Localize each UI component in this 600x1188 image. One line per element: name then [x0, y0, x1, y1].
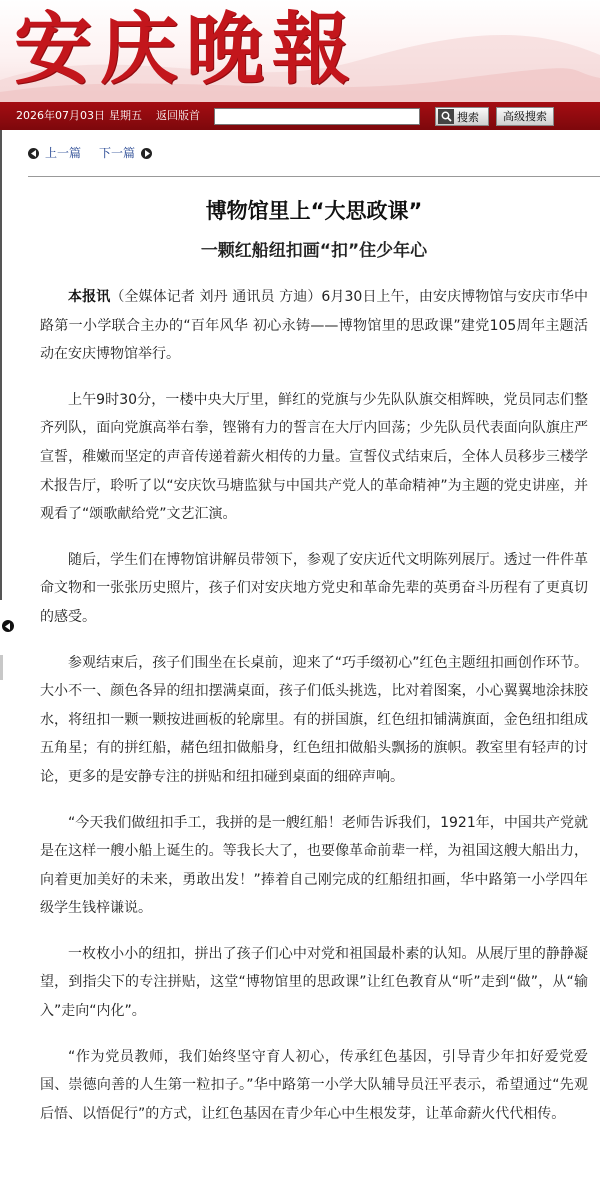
collapse-arrow-icon[interactable] — [2, 620, 14, 632]
arrow-right-circle-icon[interactable] — [141, 148, 152, 159]
article-paragraph: 上午9时30分，一楼中央大厅里，鲜红的党旗与少先队队旗交相辉映，党员同志们整齐列队，面向党旗高举右拳，铿锵有力的誓言在大厅内回荡；少先队员代表面向队旗庄严宣誓，稚嫩而坚定的声音传递着薪火相传的力量。宣誓仪式结束后，全体人员移步三楼学术报告厅，聆听了以“安庆饮马塘监狱与中国共产党人的革命精神”为主题的党史讲座，并观看了“颂歌献给党”文艺汇演。 — [40, 391, 588, 523]
back-to-front-page-link[interactable]: 返回版首 — [156, 109, 200, 122]
advanced-search-button[interactable]: 高级搜索 — [496, 107, 554, 126]
arrow-left-circle-icon[interactable] — [28, 148, 39, 159]
search-button[interactable] — [435, 107, 489, 126]
issue-date: 2026年07月03日 — [16, 109, 105, 122]
article-paragraph: 一枚枚小小的纽扣，拼出了孩子们心中对党和祖国最朴素的认知。从展厅里的静静凝望，到指尖下的专注拼贴，这堂“博物馆里的思政课”让红色教育从“听”走到“做”，从“输入”走向“内化”。 — [40, 945, 588, 1020]
magnifier-icon — [438, 109, 454, 124]
issue-weekday: 星期五 — [109, 109, 142, 122]
newspaper-logo: 安庆晚報 — [14, 4, 359, 95]
search-button-label: 搜索 — [457, 110, 479, 124]
toolbar — [0, 102, 600, 130]
article-paragraph: 随后，学生们在博物馆讲解员带领下，参观了安庆近代文明陈列展厅。透过一件件革命文物和一张张历史照片，孩子们对安庆地方党史和革命先辈的英勇奋斗历程有了更真切的感受。 — [40, 551, 588, 625]
left-frame-scroll-track — [0, 655, 3, 680]
left-frame-border — [0, 130, 2, 600]
article-paragraph: “今天我们做纽扣手工，我拼的是一艘红船！老师告诉我们，1921年，中国共产党就是在这样一艘小船上诞生的。等我长大了，也要像革命前辈一样，为祖国这艘大船出力，向着更加美好的未来，勇敢出发！”捧着自己刚完成的红船纽扣画，华中路第一小学四年级学生钱梓谦说。 — [40, 814, 588, 917]
search-input[interactable] — [214, 108, 420, 125]
next-article-link[interactable]: 下一篇 — [99, 146, 136, 160]
masthead — [0, 0, 600, 102]
article-lead-label: 本报讯 — [68, 289, 111, 305]
article-paragraph: 参观结束后，孩子们围坐在长桌前，迎来了“巧手缀初心”红色主题纽扣画创作环节。大小不一、颜色各异的纽扣摆满桌面，孩子们低头挑选，比对着图案，小心翼翼地涂抹胶水，将纽扣一颗一颗按进画板的轮廓里。有的拼国旗，红色纽扣铺满旗面，金色纽扣组成五角星；有的拼红船，赭色纽扣做船身，红色纽扣做船头飘扬的旗帜。教室里有轻声的讨论，更多的是安静专注的拼贴和纽扣碰到桌面的细碎声响。 — [40, 654, 588, 785]
article-pager — [28, 145, 152, 161]
article-subtitle: 一颗红船纽扣画“扣”住少年心 — [200, 241, 428, 261]
previous-article-link[interactable]: 上一篇 — [45, 146, 82, 160]
article-body — [40, 283, 588, 1145]
article-title: 博物馆里上“大思政课” — [205, 199, 423, 223]
article-paragraph: 本报讯（全媒体记者 刘丹 通讯员 方迪）6月30日上午，由安庆博物馆与安庆市华中路第一小学联合主办的“百年风华 初心永铸——博物馆里的思政课”建党105周年主题活动在安庆博物馆举行。 — [40, 289, 588, 363]
header-divider — [28, 176, 600, 177]
article-paragraph: “作为党员教师，我们始终坚守育人初心，传承红色基因，引导青少年扣好爱党爱国、崇德向善的人生第一粒扣子。”华中路第一小学大队辅导员汪平表示，希望通过“先观后悟、以悟促行”的方式，让红色基因在青少年心中生根发芽，让革命薪火代代相传。 — [40, 1048, 588, 1122]
